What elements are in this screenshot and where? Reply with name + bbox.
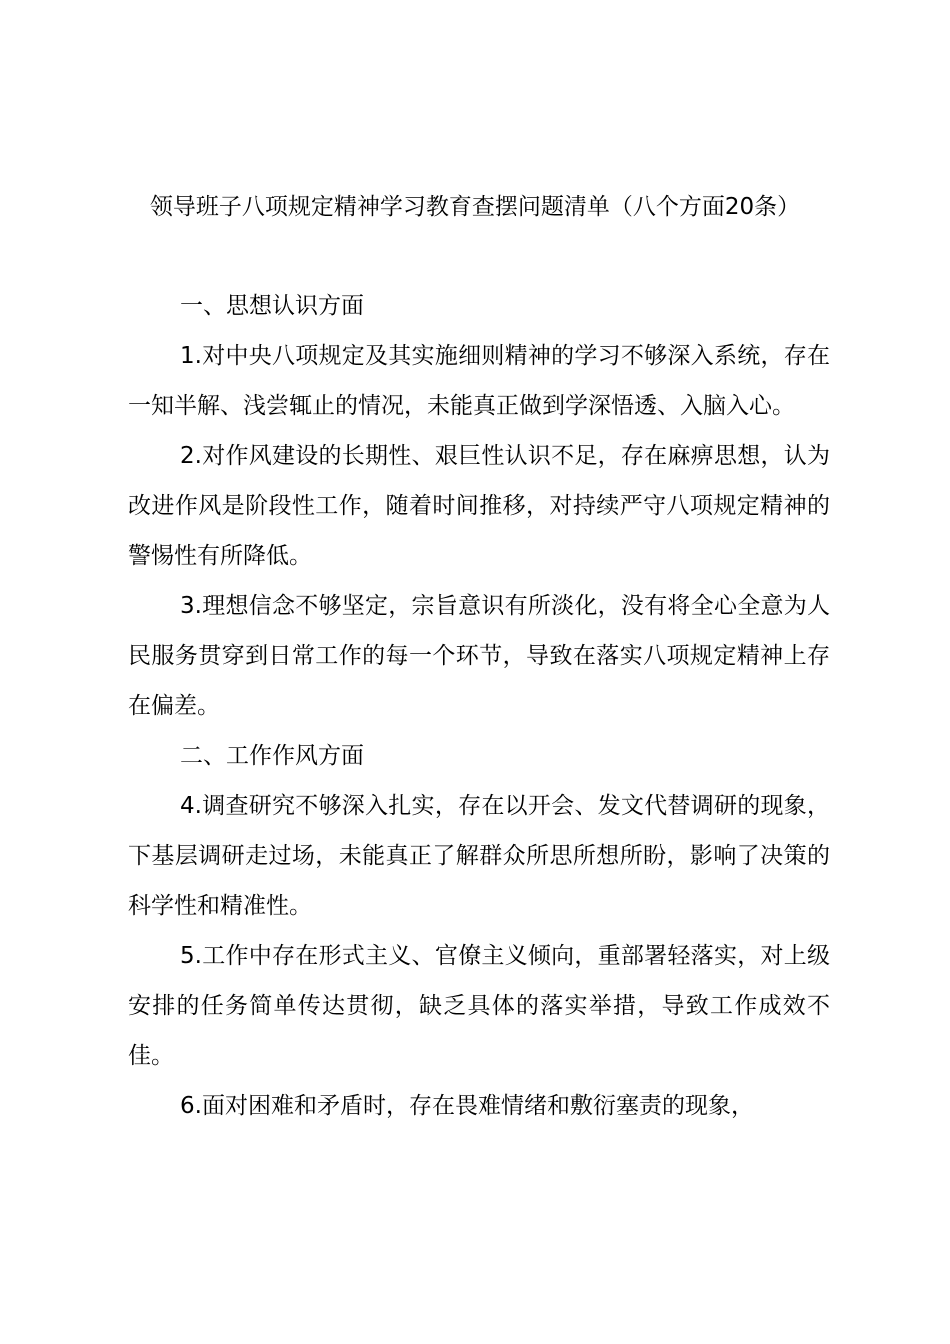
- document-body: [128, 281, 830, 1131]
- section-heading-thinking: 一、思想认识方面: [180, 293, 364, 319]
- document-title: 领导班子八项规定精神学习教育查摆问题清单（八个方面20条）: [149, 194, 801, 220]
- list-item-6: 6.面对困难和矛盾时，存在畏难情绪和敷衍塞责的现象，: [180, 1093, 754, 1119]
- list-item-1: 1.对中央八项规定及其实施细则精神的学习不够深入系统，存在一知半解、浅尝辄止的情况，未能真正做到学深悟透、入脑入心。: [128, 343, 830, 419]
- list-item-2: 2.对作风建设的长期性、艰巨性认识不足，存在麻痹思想，认为改进作风是阶段性工作，随着时间推移，对持续严守八项规定精神的警惕性有所降低。: [128, 443, 830, 569]
- list-item-4: 4.调查研究不够深入扎实，存在以开会、发文代替调研的现象，下基层调研走过场，未能真正了解群众所思所想所盼，影响了决策的科学性和精准性。: [128, 793, 830, 919]
- list-item-3: 3.理想信念不够坚定，宗旨意识有所淡化，没有将全心全意为人民服务贯穿到日常工作的每一个环节，导致在落实八项规定精神上存在偏差。: [128, 593, 830, 719]
- list-item-5: 5.工作中存在形式主义、官僚主义倾向，重部署轻落实，对上级安排的任务简单传达贯彻，缺乏具体的落实举措，导致工作成效不佳。: [128, 943, 830, 1069]
- section-heading-work-style: 二、工作作风方面: [180, 743, 364, 769]
